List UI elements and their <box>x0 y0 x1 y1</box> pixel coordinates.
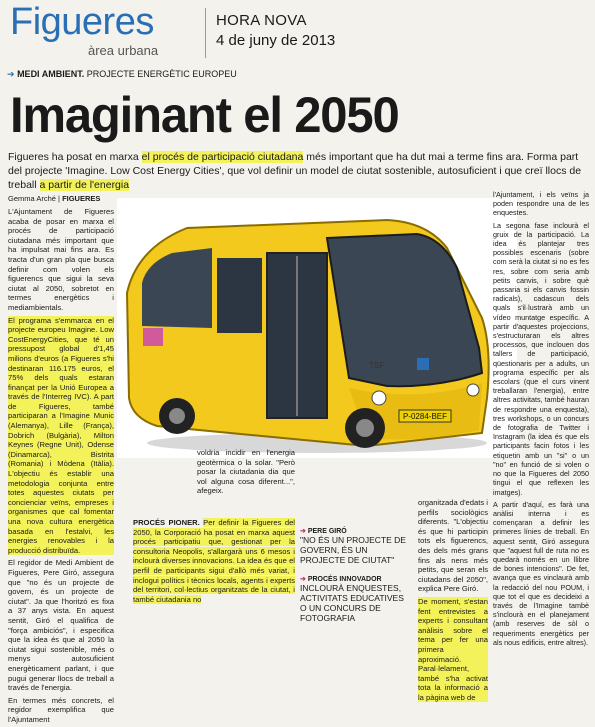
quote1-name: PERE GIRÓ <box>307 528 347 535</box>
author-name: Gemma Arché <box>8 194 56 203</box>
colmid1-para-2: Per definir la Figueres del 2050, la Corporació ha posat en marxa aquest procés participatiu que, gestionat per la consultoria Neopolis, s'allargarà uns 6 mesos i inclourà diverses innovacions. La idea és que el perfil de participants sigui d'allò més variat, i inclogui polítics i tècnics locals, agents i experts del territori, col·lectius organitzats de la ciutat, i també ciutadania no <box>133 518 295 604</box>
newspaper-title: Figueres <box>10 1 154 43</box>
lead-highlight-1: el procés de participació ciutadana <box>141 151 304 163</box>
article-kicker <box>7 69 237 80</box>
arrow-icon: ➔ <box>300 528 306 535</box>
quote-box-2 <box>300 575 412 623</box>
section-name: HORA NOVA <box>216 12 307 29</box>
kicker-bold: MEDI AMBIENT. <box>17 69 85 79</box>
col1-para-2: El programa s'emmarca en el projecte europeu Imagine. Low CostEnergyCities, que té un pressupost global d'1,45 milions d'euros (a Figueres s'hi destinaran 116.175 euros, el 75% dels quals estaran finançat per la Unió Europea a través de l'Interreg IVC). A part de Figueres, també participaran a l'Imagine Munic (Alemanya), Lille (França), Dobrich (Bulgària), Milton Keynes (Regne Unit), Odense (Dinamarca), Bistrita (Romania) i Mòdena (Itàlia). L'objectiu és establir una metodologia conjunta entre totes aquestes ciutats per concienciar veïns, empreses i organismes que cal fomentar una nova cultura energètica basada en l'estalvi, les energies renovables i la producció distribuïda. <box>8 315 114 555</box>
colmid2-para-1: organitzada d'edats i perfils sociològics diferents. "L'objectiu és que hi participin tots els figuerencs, des dels més grans fins als nens més petits, que seran els ciutadans del 2050", explica Pere Giró. <box>418 498 488 594</box>
col1-para-4: En termes més concrets, el regidor exemplifica que l'Ajuntament <box>8 695 114 724</box>
quote2-text: INCLOURÀ ENQUESTES, ACTIVITATS EDUCATIVES O UN CONCURS DE FOTOGRAFIA <box>300 583 404 623</box>
column-left <box>8 207 114 727</box>
quote2-name: PROCÉS INNOVADOR <box>307 576 382 583</box>
lead-highlight-2: a partir de l'energia <box>39 179 130 191</box>
header-divider <box>205 8 206 58</box>
colright-para-2: La segona fase inclourà el gruix de la participació. La idea és plantejar tres possibles escenaris (sobre com serà la ciutat si no es fes res, sobre com seria amb petits canvis, i sobre què passaria si els canvis fossin radicals), cadascun dels quals s'il·lustrarà amb un vídeo muntatge específic. A partir d'aquestes projeccions, s'estructuraran els altres processos, que inclouen dos tallers de participació, qüestionaris per a adults, un programa específic per als escolars (que el curs vinent treballaran l'energia), entre altres activitats, també hauran de respondre una enquesta), tres workshops, o un concurs de fotografia de Twitter i Instagram (la idea és que els participants facin fotos i les etiquetin amb un "si" o un "no" en funció de si volen o no que la Figueres del 2050 tingui el que reflexen les imatges). <box>493 220 589 497</box>
quote1-text: "NO ÉS UN PROJECTE DE GOVERN, ÉS UN PROJECTE DE CIUTAT" <box>300 535 406 565</box>
bus-photo <box>117 198 517 458</box>
kicker-rest: PROJECTE ENERGÈTIC EUROPEU <box>86 69 237 79</box>
colmid1-para-1: voldria incidir en l'energia geotèrmica o la solar. "Però posar la ciutadania dia que vol alguna cosa diferent...", afegeix. <box>197 448 295 496</box>
byline-place: FIGUERES <box>62 194 101 203</box>
byline: Gemma Arché | FIGUERES <box>8 194 101 203</box>
col1-para-3: El regidor de Medi Ambient de Figueres, Pere Giró, assegura que "no és un projecte de govern, és un projecte de ciutat". Ja que l'horitzó es fixa a 37 anys vista. En aquest sentit, Giró el qualifica de "força ambiciós", i especifica que la idea és que al 2050 la ciutat sigui sostenible, més o menys autosuficient energèticament parlant, i que pugui generar llocs de treball a través de l'energia. <box>8 558 114 693</box>
arrow-icon: ➔ <box>7 69 15 79</box>
bus-image <box>117 198 517 458</box>
arrow-icon: ➔ <box>300 576 306 583</box>
colright-para-1: l'Ajuntament, i els veïns ja poden respondre una de les enquestes. <box>493 190 589 218</box>
quote-box-1 <box>300 527 412 565</box>
publication-date: 4 de juny de 2013 <box>216 32 336 49</box>
lead-paragraph <box>8 150 588 192</box>
column-mid-1b <box>133 518 295 607</box>
headline: Imaginant el 2050 <box>10 87 399 143</box>
col1-para-1: L'Ajuntament de Figueres acaba de posar en marxa el procés de participació ciutadana més important que ha impulsat mai fins ara. Es tracta d'un gran pla que busca definir com volen els figuerencs que sigui la seva ciutat al 2050, sobretot en termes energètics i mediambientals. <box>8 207 114 312</box>
column-mid-1 <box>197 448 295 499</box>
colmid1-heading: PROCÉS PIONER. <box>133 518 200 527</box>
license-plate: P-0284-BEF <box>402 412 448 421</box>
column-right <box>493 190 589 650</box>
lead-text-2: més important que ha dut mai a terme fins ara. Forma part del projecte 'Imagine. Low Cost Energy Cities', que vol definir un model de ciutat sostenible, autosuficient i que creï llocs de treball <box>8 151 582 191</box>
colright-para-3: A partir d'aquí, es farà una anàlisi interna i es començaran a definir les primeres línies de treball. En aquest sentit, Giró assegura que "aquest full de ruta no es quedarà només en un llibre de bones intencions". De fet, avança que es vinclaurà amb la redacció del nou POUM, i que tot el que es decideixi a través de l'Imagine tambè s'inclourà en el planejament (amb reserves de sòl o requeriments energètics per als nous edificis, entre altres). <box>493 499 589 647</box>
newspaper-subtitle: àrea urbana <box>88 43 159 58</box>
lead-text-1: Figueres ha posat en marxa <box>8 151 142 163</box>
colmid2-para-2: De moment, s'estan fent entrevistes a experts i consultant anàlisis sobre el tema per fer una primera aproximació. Paral·lelament, també s'ha activat tota la informació a la pàgina web de <box>418 596 488 702</box>
bus-brand: TSF <box>369 361 385 370</box>
column-mid-2 <box>418 498 488 705</box>
